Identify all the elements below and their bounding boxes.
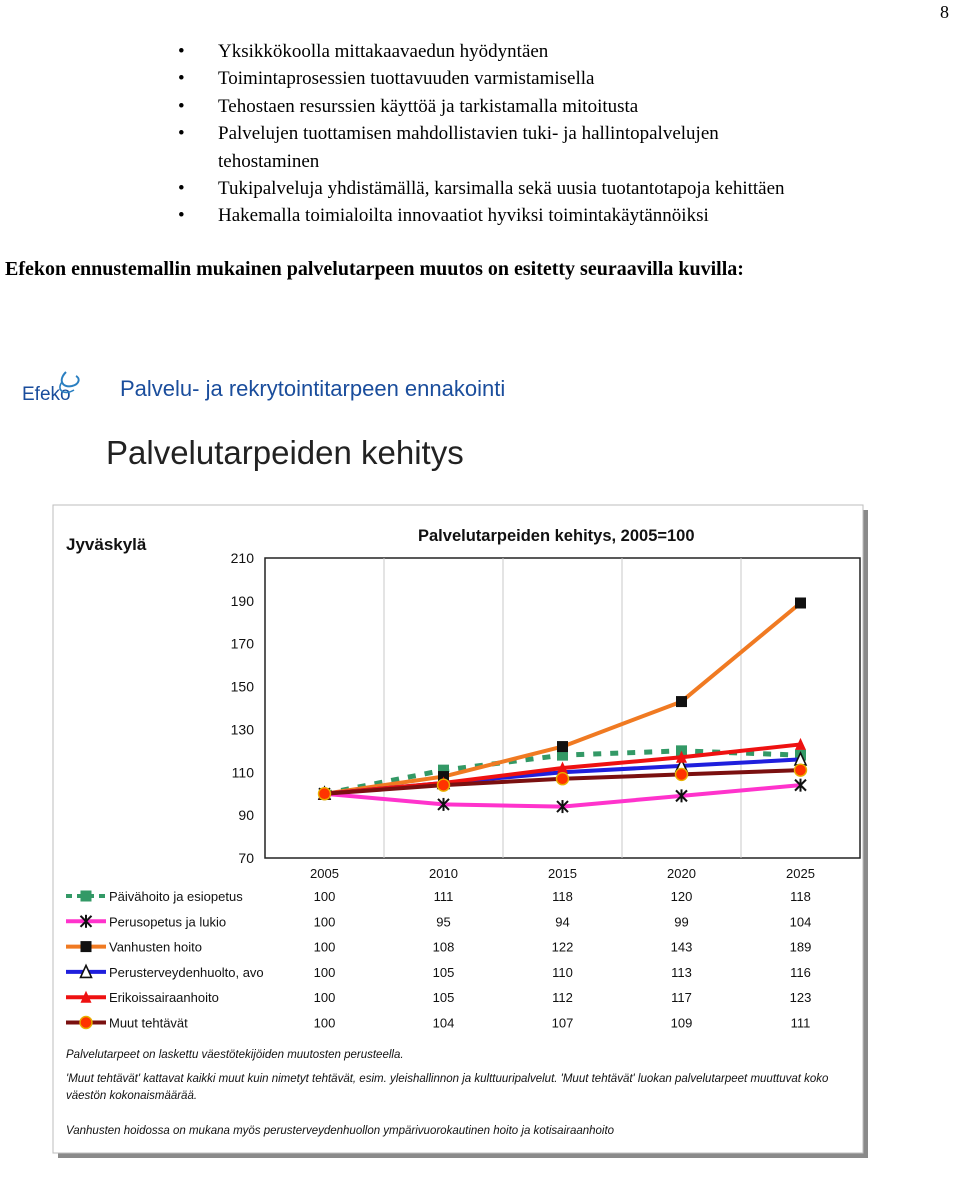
chart-title: Palvelutarpeiden kehitys, 2005=100 (418, 527, 695, 545)
table-cell: 105 (432, 964, 455, 980)
table-cell: 105 (432, 990, 455, 1006)
page-number: 8 (940, 2, 949, 22)
table-cell: 100 (313, 990, 336, 1006)
table-cell: 118 (790, 889, 811, 904)
bullet-item: • Yksikkökoolla mittakaavaedun hyödyntäen (178, 38, 785, 65)
bullet-icon: • (178, 123, 185, 145)
bullet-item: • Tukipalveluja yhdistämällä, karsimalla sekä uusia tuotantotapoja kehittäen (178, 175, 785, 202)
table-cell: 100 (313, 939, 336, 955)
table-cell: 111 (790, 1015, 811, 1031)
y-tick-label: 110 (231, 764, 254, 781)
logo-text: Efeko (22, 384, 71, 405)
table-cell: 110 (552, 964, 573, 980)
legend-marker (81, 941, 92, 952)
data-point (676, 696, 687, 707)
table-cell: 111 (433, 889, 454, 904)
bullet-item: • Hakemalla toimialoilta innovaatiot hyviksi toimintakäytännöiksi (178, 202, 785, 229)
data-point (795, 764, 807, 776)
data-point (319, 788, 331, 800)
table-cell: 189 (789, 939, 812, 955)
legend-label: Erikoissairaanhoito (109, 990, 219, 1006)
bullet-item: • Palvelujen tuottamisen mahdollistavien tuki- ja hallintopalvelujen (178, 120, 785, 147)
note-4: Vanhusten hoidossa on mukana myös perusterveydenhuollon ympärivuorokautinen hoito ja kotisairaanhoito (66, 1125, 615, 1137)
table-cell: 100 (313, 914, 336, 930)
legend-label: Perusterveydenhuolto, avo (109, 964, 264, 980)
city-label: Jyväskylä (66, 535, 147, 554)
table-cell: 112 (552, 990, 573, 1006)
y-tick-label: 130 (230, 721, 254, 738)
y-tick-label: 190 (230, 592, 254, 609)
bullet-item: • Toimintaprosessien tuottavuuden varmistamisella (178, 65, 785, 92)
table-cell: 117 (671, 990, 692, 1006)
table-cell: 123 (789, 990, 812, 1006)
table-cell: 100 (313, 964, 336, 980)
x-tick-label: 2010 (429, 866, 458, 881)
chart-slide (0, 352, 960, 1162)
y-tick-label: 150 (230, 678, 254, 695)
table-cell: 118 (552, 889, 573, 904)
x-tick-label: 2025 (786, 866, 815, 881)
efeko-logo (22, 372, 79, 405)
note-3: väestön kokonaismäärää. (66, 1090, 198, 1102)
table-cell: 107 (551, 1015, 574, 1031)
table-cell: 109 (670, 1015, 693, 1031)
bullet-list (178, 38, 785, 230)
y-tick-label: 90 (238, 807, 254, 824)
bullet-icon: • (178, 178, 185, 200)
table-cell: 143 (670, 939, 693, 955)
table-cell: 113 (671, 964, 692, 980)
legend-label: Vanhusten hoito (109, 939, 202, 955)
bullet-continuation: tehostaminen (218, 150, 320, 172)
table-cell: 100 (313, 889, 336, 904)
chart-svg (0, 352, 960, 1162)
legend-marker (80, 1017, 92, 1029)
slide-title: Palvelutarpeiden kehitys (106, 434, 464, 471)
data-point (676, 768, 688, 780)
y-tick-label: 70 (238, 850, 254, 866)
bullet-icon: • (178, 68, 185, 90)
bullet-icon: • (178, 95, 185, 117)
bullet-icon: • (178, 205, 185, 227)
legend-marker (81, 891, 92, 902)
table-cell: 104 (432, 1015, 455, 1031)
legend-label: Päivähoito ja esiopetus (109, 889, 243, 904)
table-cell: 108 (432, 939, 455, 955)
intro-text: Efekon ennustemallin mukainen palvelutarpeen muutos on esitetty seuraavilla kuvilla: (5, 258, 744, 280)
y-tick-label: 210 (230, 550, 254, 566)
data-point (795, 598, 806, 609)
data-point (438, 779, 450, 791)
table-cell: 122 (551, 939, 574, 955)
note-2: 'Muut tehtävät' kattavat kaikki muut kuin nimetyt tehtävät, esim. yleishallinnon ja kulttuuripalvelut. 'Muut tehtävät' luokan palvelutarpeet muuttuvat koko (66, 1073, 829, 1085)
table-cell: 99 (674, 914, 689, 930)
table-cell: 116 (790, 964, 811, 980)
x-tick-label: 2005 (310, 866, 339, 881)
y-tick-label: 170 (230, 635, 254, 652)
x-tick-label: 2020 (667, 866, 696, 881)
table-cell: 104 (789, 914, 812, 930)
slide-header: Palvelu- ja rekrytointitarpeen ennakointi (120, 376, 506, 401)
data-point (557, 741, 568, 752)
legend-label: Muut tehtävät (109, 1015, 188, 1031)
table-cell: 120 (670, 889, 693, 904)
table-cell: 100 (313, 1015, 336, 1031)
bullet-item: • Tehostaen resurssien käyttöä ja tarkistamalla mitoitusta (178, 93, 785, 120)
x-tick-label: 2015 (548, 866, 577, 881)
note-1: Palvelutarpeet on laskettu väestötekijöiden muutosten perusteella. (66, 1049, 404, 1061)
data-point (557, 773, 569, 785)
legend-label: Perusopetus ja lukio (109, 914, 227, 930)
bullet-icon: • (178, 41, 185, 62)
table-cell: 95 (436, 914, 451, 930)
table-cell: 94 (555, 914, 570, 930)
